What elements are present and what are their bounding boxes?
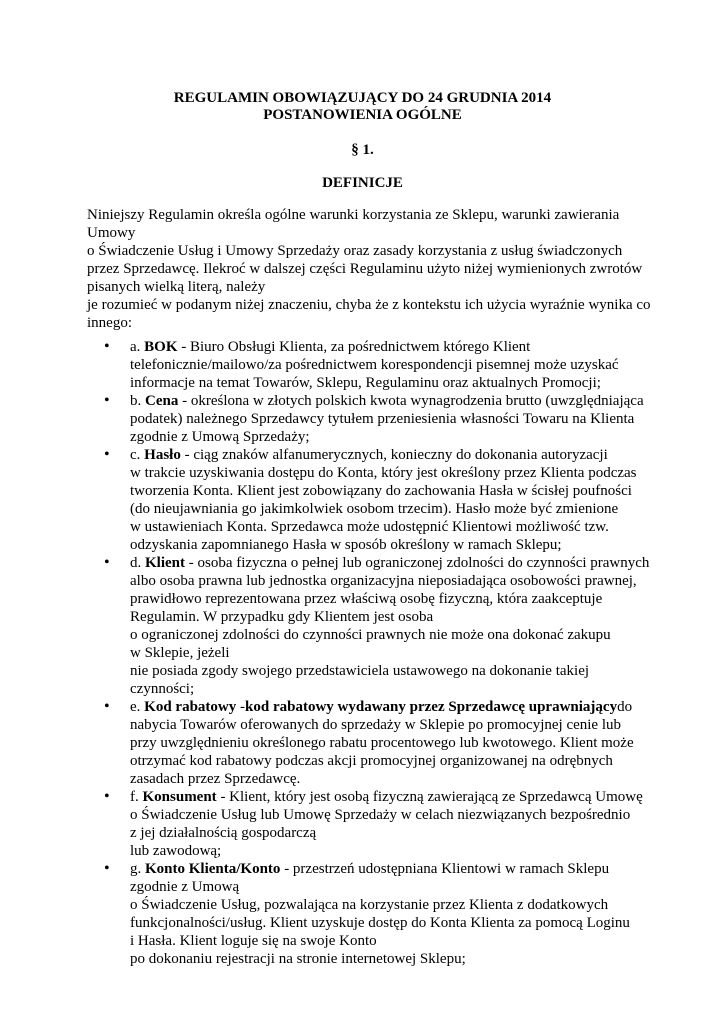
definition-line: i Hasła. Klient loguje się na swoje Konto [130,933,377,949]
section-heading: DEFINICJE [322,175,403,191]
definition-line: tworzenia Konta. Klient jest zobowiązany do zachowania Hasła w ścisłej poufności [130,483,632,499]
definition-line: otrzymać kod rabatowy podczas akcji promocyjnej organizowanej na odrębnych [130,753,613,769]
definition-line: podatek) należnego Sprzedawcy tytułem przeniesienia własności Towaru na Klienta [130,411,635,427]
bullet-icon: • [104,338,110,355]
definition-line: zasadach przez Sprzedawcę. [130,771,301,787]
definition-line: w ustawieniach Konta. Sprzedawca może udostępnić Klientowi możliwość tzw. [130,519,609,535]
definition-line: nabycia Towarów oferowanych do sprzedaży w Sklepie po promocyjnej cenie lub [130,717,622,733]
definition-line: przy uwzględnieniu określonego rabatu procentowego lub kwotowego. Klient może [130,735,634,751]
definition-line: o Świadczenie Usług, pozwalająca na korzystanie przez Klienta z dodatkowych [130,897,609,913]
definition-line: nie posiada zgody swojego przedstawiciela ustawowego na dokonanie takiej [130,663,590,679]
bullet-icon: • [104,788,110,805]
intro-line: Niniejszy Regulamin określa ogólne warunki korzystania ze Sklepu, warunki zawierania [87,207,620,223]
intro-line: je rozumieć w podanym niżej znaczeniu, chyba że z kontekstu ich użycia wyraźnie wynika co [87,297,651,313]
bullet-icon: • [104,554,110,571]
section-number: § 1. [351,142,374,158]
intro-line: pisanych wielką literą, należy [87,279,266,295]
definition-term: Konsument [142,789,217,805]
definition-first-line: f. Konsument - Klient, który jest osobą fizyczną zawierającą ze Sprzedawcą Umowę [130,789,643,805]
definition-line: w trakcie uzyskiwania dostępu do Konta, który jest określony przez Klienta podczas [130,465,637,481]
intro-line: Umowy [87,225,136,241]
bullet-icon: • [104,446,110,463]
definition-line: odzyskania zapomnianego Hasła w sposób określony w ramach Sklepu; [130,537,562,553]
intro-line: przez Sprzedawcę. Ilekroć w dalszej części Regulaminu użyto niżej wymienionych zwrotów [87,261,643,277]
intro-line: innego: [87,315,132,331]
definition-line: zgodnie z Umową Sprzedaży; [130,429,310,445]
definition-term: Hasło [144,447,181,463]
definition-term-emphasis: kod rabatowy wydawany przez Sprzedawcę uprawniający [245,699,618,715]
definition-first-line: c. Hasło - ciąg znaków alfanumerycznych, konieczny do dokonania autoryzacji [130,447,608,463]
definition-first-line: e. Kod rabatowy -kod rabatowy wydawany przez Sprzedawcę uprawniającydo [130,699,633,715]
definition-term: Kod rabatowy [144,699,237,715]
definition-first-line: d. Klient - osoba fizyczna o pełnej lub ograniczonej zdolności do czynności prawnych [130,555,650,571]
bullet-icon: • [104,698,110,715]
definition-line: prawidłowo reprezentowana przez właściwą osobę fizyczną, która zaakceptuje [130,591,603,607]
definition-line: (do nieujawniania go jakimkolwiek osobom trzecim). Hasło może być zmienione [130,501,619,517]
definition-first-line: a. BOK - Biuro Obsługi Klienta, za pośrednictwem którego Klient [130,339,531,355]
definition-line: z jej działalnością gospodarczą [130,825,317,841]
definition-line: o ograniczonej zdolności do czynności prawnych nie może ona dokonać zakupu [130,627,611,643]
bullet-icon: • [104,860,110,877]
definition-term: Cena [145,393,179,409]
definition-line: w Sklepie, jeżeli [130,645,230,661]
definition-term: Klient [145,555,185,571]
document-subtitle: POSTANOWIENIA OGÓLNE [263,107,462,123]
definition-line: Regulamin. W przypadku gdy Klientem jest osoba [130,609,434,625]
intro-line: o Świadczenie Usług i Umowy Sprzedaży oraz zasady korzystania z usług świadczonych [87,243,623,259]
definition-first-line: b. Cena - określona w złotych polskich kwota wynagrodzenia brutto (uwzględniająca [130,393,644,409]
definition-line: funkcjonalności/usług. Klient uzyskuje dostęp do Konta Klienta za pomocą Loginu [130,915,630,931]
definition-line: lub zawodową; [130,843,222,859]
definition-line: o Świadczenie Usług lub Umowę Sprzedaży w celach niezwiązanych bezpośrednio [130,807,631,823]
definition-line: informacje na temat Towarów, Sklepu, Regulaminu oraz aktualnych Promocji; [130,375,601,391]
definition-line: czynności; [130,681,195,697]
document-title: REGULAMIN OBOWIĄZUJĄCY DO 24 GRUDNIA 2014 [173,90,552,106]
definition-line: telefonicznie/mailowo/za pośrednictwem korespondencji pisemnej może uzyskać [130,357,619,373]
definition-line: zgodnie z Umową [130,879,240,895]
definition-term: Konto Klienta/Konto [145,861,281,877]
definition-first-line: g. Konto Klienta/Konto - przestrzeń udostępniana Klientowi w ramach Sklepu [130,861,610,877]
definition-line: po dokonaniu rejestracji na stronie internetowej Sklepu; [130,951,466,967]
bullet-icon: • [104,392,110,409]
definition-line: albo osoba prawna lub jednostka organizacyjna nieposiadająca osobowości prawnej, [130,573,637,589]
definition-term: BOK [144,339,178,355]
